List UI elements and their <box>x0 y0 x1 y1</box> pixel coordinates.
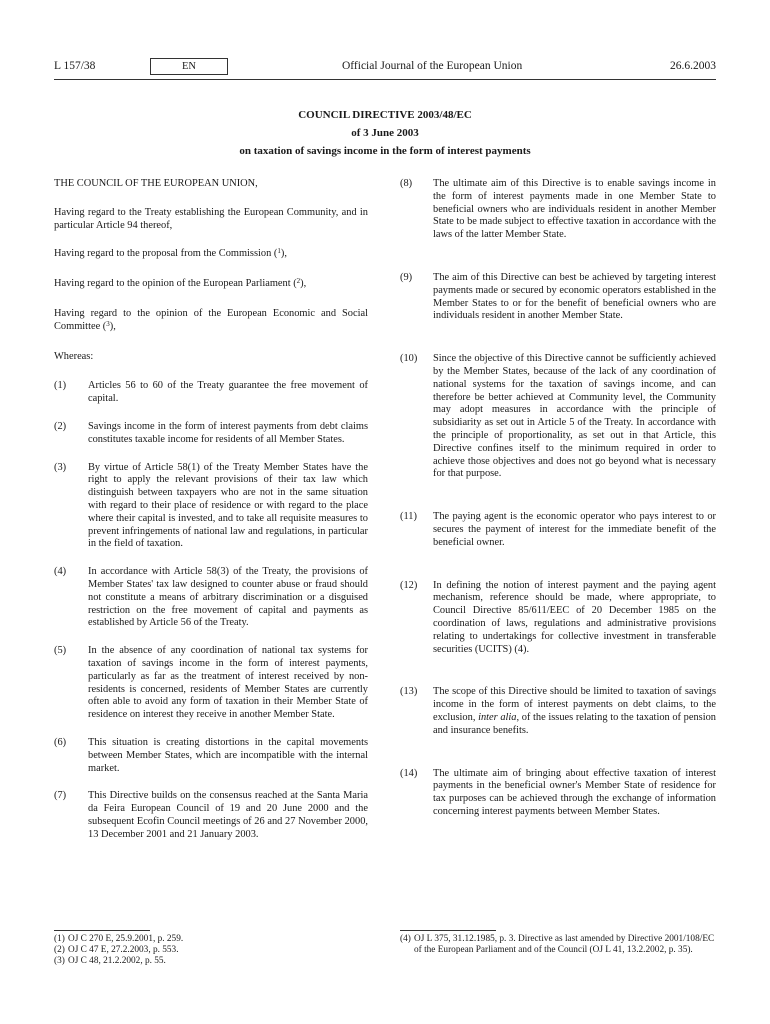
footnote-text: OJ C 270 E, 25.9.2001, p. 259. <box>68 934 184 944</box>
recital-text: The paying agent is the economic operator who pays interest to or secures the payment of interest for the immediate benefit of the beneficial owner. <box>433 511 716 548</box>
footnote-text: OJ L 375, 31.12.1985, p. 3. Directive as last amended by Directive 2001/108/EC of the European Parliament and of the Council (OJ L 41, 13.2.2002, p. 35). <box>414 934 715 955</box>
directive-title <box>54 106 716 160</box>
treaty-paragraph: Having regard to the Treaty establishing the European Community, and in particular Article 94 thereof, <box>54 206 368 231</box>
recital-number: (14) <box>400 767 418 779</box>
title-line-3: on taxation of savings income in the form of interest payments <box>239 145 531 157</box>
footnote <box>54 934 368 945</box>
recital-text: Articles 56 to 60 of the Treaty guarantee the free movement of capital. <box>88 380 368 405</box>
left-column <box>54 178 368 841</box>
recital-number: (9) <box>400 271 413 283</box>
recital-text: The ultimate aim of this Directive is to enable savings income in the form of interest payments made in one Member State to beneficial owners who are individuals resident in another Member State to be made subject to effective taxation in accordance with the laws of the latter Member State. <box>433 178 716 241</box>
language-badge: EN <box>150 58 228 75</box>
publication-date: 26.6.2003 <box>670 60 716 72</box>
parliament-text: Having regard to the opinion of the European Parliament <box>54 278 291 290</box>
footnote-mark: (2) <box>54 945 65 955</box>
recital-number: (2) <box>54 420 67 432</box>
journal-header <box>54 58 716 78</box>
footnote-divider <box>400 930 496 931</box>
recital-text: By virtue of Article 58(1) of the Treaty Member States have the right to apply the relevant provisions of their tax law which distinguish between taxpayers who are not in the same situation with regard to their place of residence or with regard to the place where their capital is invested, and to take all requisite measures to prevent infringements of national law and regulations, in particular in the field of taxation. <box>88 461 368 550</box>
recital-number: (1) <box>54 380 67 392</box>
recital <box>54 421 368 447</box>
title-line-2: of 3 June 2003 <box>351 127 419 139</box>
header-divider <box>54 79 716 80</box>
parliament-end: , <box>303 278 307 290</box>
footnote-divider <box>54 930 150 931</box>
recital-text-part: The scope of this Directive should be limited to taxation of savings income in the form of interest payments on debt claims, to the exclusion, <box>433 686 716 723</box>
footnote-mark: (3) <box>54 956 65 966</box>
recital <box>54 462 368 552</box>
recital <box>400 272 716 323</box>
council-heading: THE COUNCIL OF THE EUROPEAN UNION, <box>54 178 258 189</box>
recital-text: This Directive builds on the consensus reached at the Santa Maria da Feira European Council of 19 and 20 June 2000 and the subsequent Ecofin Council meetings of 26 and 27 November 2000, 13 December 2001 and 21 January 2003. <box>88 790 368 840</box>
parliament-paragraph: Having regard to the opinion of the European Parliament ($^2$), <box>54 277 307 290</box>
recital-text: Savings income in the form of interest payments from debt claims constitutes taxable income for residents of all Member States. <box>88 420 368 445</box>
recital-text <box>433 686 716 737</box>
page-reference: L 157/38 <box>54 60 96 72</box>
footnote-ref: 2 <box>296 277 301 286</box>
recital-number: (6) <box>54 736 67 748</box>
recital-number: (4) <box>54 566 67 578</box>
recital <box>54 737 368 775</box>
title-line-1: COUNCIL DIRECTIVE 2003/48/EC <box>298 109 472 121</box>
footnote-text: OJ C 48, 21.2.2002, p. 55. <box>68 956 166 966</box>
recital <box>400 768 716 819</box>
recital-text: In defining the notion of interest payment and the paying agent mechanism, reference should be made, where appropriate, to Council Directive 85/611/EEC of 20 December 1985 on the coordination of laws, regulations and administrative provisions relating to undertakings for collective investment in transferable securities (UCITS) (4). <box>433 579 716 655</box>
recital <box>400 353 716 481</box>
footnotes-right <box>400 934 716 956</box>
recital <box>400 511 716 549</box>
esc-paragraph: Having regard to the opinion of the European Economic and Social Committee ($^3$), <box>54 307 368 332</box>
footnote <box>400 934 716 956</box>
footnote-ref: 3 <box>106 319 110 328</box>
footnotes-left <box>54 934 368 967</box>
recital <box>400 580 716 657</box>
recital <box>54 380 368 406</box>
recital <box>400 686 716 737</box>
footnote-text: OJ C 47 E, 27.2.2003, p. 553. <box>68 945 179 955</box>
recital-number: (3) <box>54 461 67 473</box>
footnote <box>54 956 368 967</box>
recital-number: (11) <box>400 511 417 523</box>
recital-number: (7) <box>54 790 67 802</box>
footnote-mark: (1) <box>54 934 65 944</box>
journal-title: Official Journal of the European Union <box>342 60 523 72</box>
right-column <box>400 178 716 819</box>
proposal-text: Having regard to the proposal from the Commission <box>54 248 272 260</box>
recital-number: (13) <box>400 686 418 698</box>
recital-number: (12) <box>400 579 418 591</box>
recital-text: The ultimate aim of bringing about effective taxation of interest payments in the beneficial owner's Member State of residence for tax purposes can be achieved through the exchange of information concerning interest payments between Member States. <box>433 767 716 817</box>
recital-text-part: , of the issues relating to the taxation of pension and insurance benefits. <box>433 711 716 736</box>
proposal-paragraph: Having regard to the proposal from the Commission ($^1$), <box>54 247 287 260</box>
footnote-mark: (4) <box>400 934 411 944</box>
proposal-end: , <box>284 248 287 260</box>
recital-number: (5) <box>54 645 67 657</box>
recital <box>54 790 368 841</box>
recital-number: (8) <box>400 178 413 189</box>
footnote <box>54 945 368 956</box>
recital-text: In accordance with Article 58(3) of the Treaty, the provisions of Member States' tax law designed to counter abuse or fraud should not constitute a means of arbitrary discrimination or a disguised restriction on the free movement of capital and payments as established by Article 56 of the Treaty. <box>88 566 368 629</box>
recital-text: Since the objective of this Directive cannot be sufficiently achieved by the Member States, because of the lack of any coordination of national systems for the taxation of savings income, and can therefore be better achieved at Community level, the Community may adopt measures in accordance with the principle of subsidiarity as set out in Article 5 of the Treaty. In accordance with the principle of proportionality, as set out in that Article, this Directive confines itself to the minimum required in order to achieve those objectives and does not go beyond what is necessary for that purpose. <box>433 353 716 480</box>
footnote-ref: 1 <box>277 247 281 256</box>
recital-text: In the absence of any coordination of national tax systems for taxation of savings income in the form of interest payments, particularly as far as the treatment of interest received by non-residents is concerned, residents of Member States are currently often able to avoid any form of taxation in their Member State of residence on interest they receive in another Member State. <box>88 645 368 721</box>
recital-number: (10) <box>400 353 418 365</box>
recital <box>54 645 368 722</box>
recital <box>54 566 368 630</box>
recital <box>400 178 716 242</box>
esc-text: Having regard to the opinion of the European Economic and Social Committee <box>54 307 368 332</box>
whereas-heading: Whereas: <box>54 350 94 362</box>
recital-text: This situation is creating distortions in the capital movements between Member States, which are incompatible with the internal market. <box>88 736 368 774</box>
esc-end: , <box>113 320 116 332</box>
recital-text-italic: inter alia <box>478 711 517 723</box>
recital-text: The aim of this Directive can best be achieved by targeting interest payments made or secured by economic operators established in the Member States to or for the benefit of beneficial owners who are individuals resident in another Member State. <box>433 271 716 322</box>
